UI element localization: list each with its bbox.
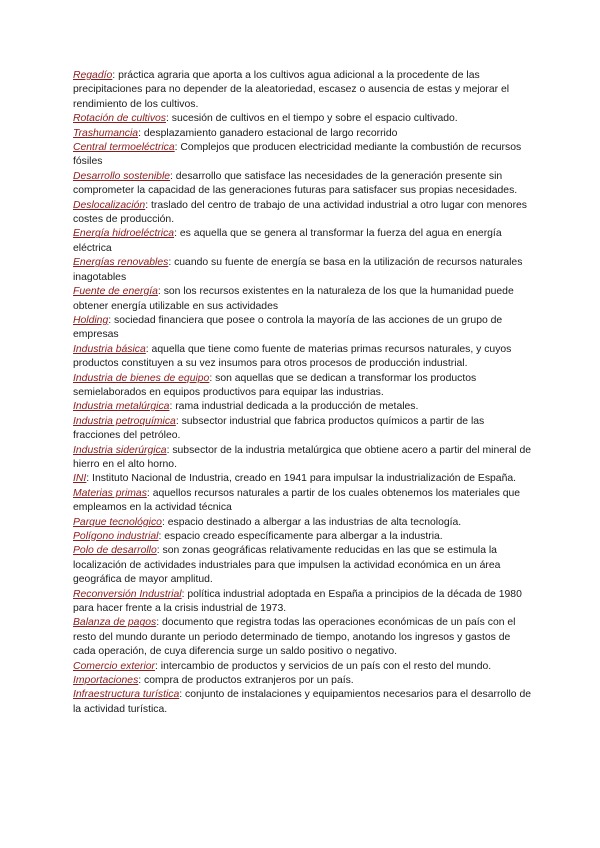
glossary-definition: : traslado del centro de trabajo de una actividad industrial a otro lugar con menores costes de producción.	[73, 199, 527, 226]
glossary-entry	[73, 674, 533, 688]
glossary-term: Rotación de cultivos	[73, 113, 166, 125]
glossary-term: Industria petroquímica	[73, 415, 176, 427]
glossary-definition: : cuando su fuente de energía se basa en la utilización de recursos naturales inagotables	[73, 257, 523, 283]
glossary-definition: : política industrial adoptada en España a principios de la década de 1980 para hacer frente a la crisis industrial de 1973.	[73, 588, 522, 615]
glossary-entry	[73, 588, 533, 617]
glossary-definition: : sociedad financiera que posee o controla la mayoría de las acciones de un grupo de empresas	[73, 314, 503, 341]
glossary-definition: : intercambio de productos y servicios de un país con el resto del mundo.	[155, 660, 492, 672]
glossary-term: Industria metalúrgica	[73, 401, 170, 413]
glossary-term: Materias primas	[73, 487, 147, 499]
glossary-term: INI	[73, 473, 87, 485]
glossary-entry	[73, 256, 533, 285]
glossary-definition: : subsector industrial que fabrica productos químicos a partir de las fracciones del petróleo.	[73, 415, 485, 442]
glossary-entry	[73, 112, 533, 126]
glossary-definition: : son zonas geográficas relativamente reducidas en las que se estimula la localización de actividades industriales para que impulsen la actividad económica en un área geográfica de mayor amplitud.	[73, 545, 501, 586]
glossary-entry	[73, 688, 533, 717]
glossary-entry	[73, 314, 533, 343]
glossary-term: Desarrollo sostenible	[73, 170, 171, 182]
glossary-term: Holding	[73, 314, 109, 326]
glossary-entry	[73, 444, 533, 473]
glossary-definition: : son aquellas que se dedican a transformar los productos semielaborados en equipos productivos para equipar las industrias.	[73, 372, 477, 398]
glossary-entry	[73, 530, 533, 544]
glossary-term: Trashumancia	[73, 127, 139, 139]
glossary-term: Energía hidroeléctrica	[73, 228, 175, 240]
glossary-term: Balanza de pagos	[73, 617, 157, 629]
glossary-definition: : espacio creado específicamente para albergar a la industria.	[158, 531, 443, 542]
glossary-definition: : Instituto Nacional de Industria, creado en 1941 para impulsar la industrialización de España.	[86, 473, 517, 485]
glossary-term: Importaciones	[73, 675, 139, 687]
glossary-entry	[73, 127, 533, 141]
glossary-term: Parque tecnológico	[73, 516, 162, 528]
glossary-term: Industria básica	[73, 343, 146, 355]
glossary-entry	[73, 415, 533, 444]
glossary-definition: : Complejos que producen electricidad mediante la combustión de recursos fósiles	[73, 142, 522, 168]
glossary-term: Central termoeléctrica	[73, 142, 175, 154]
glossary-term: Polo de desarrollo	[73, 545, 157, 557]
glossary-definition: : compra de productos extranjeros por un país.	[138, 675, 354, 687]
glossary-definition: : espacio destinado a albergar a las industrias de alta tecnología.	[161, 516, 462, 528]
glossary-entry	[73, 69, 533, 112]
glossary-term: Fuente de energía	[73, 286, 158, 298]
glossary-term: Comercio exterior	[73, 660, 155, 672]
glossary-entry	[73, 141, 533, 170]
glossary-entry	[73, 616, 533, 659]
glossary-definition: : sucesión de cultivos en el tiempo y sobre el espacio cultivado.	[166, 113, 458, 125]
glossary-entry	[73, 199, 533, 228]
glossary-entry	[73, 227, 533, 256]
glossary-definition: : práctica agraria que aporta a los cultivos agua adicional a la procedente de las precipitaciones para no depender de la aleatoriedad, escasez o ausencia de estas y mejorar el rendimiento de los cultivos.	[73, 70, 510, 110]
glossary-definition: : son los recursos existentes en la naturaleza de los que la humanidad puede obtener energía utilizable en sus actividades	[73, 286, 514, 312]
glossary-page	[73, 69, 533, 717]
glossary-term: Infraestructura turística	[73, 689, 180, 701]
glossary-definition: : conjunto de instalaciones y equipamientos necesarios para el desarrollo de la actividad turística.	[73, 689, 532, 715]
glossary-entry	[73, 660, 533, 674]
glossary-entry	[73, 400, 533, 414]
glossary-term: Industria siderúrgica	[73, 444, 167, 456]
glossary-term: Reconversión Industrial	[73, 588, 182, 600]
glossary-definition: : es aquella que se genera al transformar la fuerza del agua en energía eléctrica	[73, 228, 502, 254]
glossary-term: Regadío	[73, 70, 113, 81]
glossary-definition: : rama industrial dedicada a la producción de metales.	[169, 401, 419, 413]
glossary-definition: : documento que registra todas las operaciones económicas de un país con el resto del mundo durante un periodo determinado de tiempo, anotando los ingresos y gastos de cada operación, de cuya diferencia surge un saldo positivo o negativo.	[73, 617, 516, 658]
glossary-definition: : aquellos recursos naturales a partir de los cuales obtenemos los materiales que empleamos en la actividad técnica	[73, 487, 521, 514]
glossary-entry	[73, 343, 533, 372]
glossary-entry	[73, 372, 533, 401]
glossary-entry	[73, 170, 533, 199]
glossary-entry	[73, 516, 533, 530]
glossary-entry	[73, 544, 533, 587]
glossary-term: Energías renovables	[73, 257, 169, 269]
glossary-definition: : desarrollo que satisface las necesidades de la generación presente sin comprometer la capacidad de las generaciones futuras para satisfacer sus propias necesidades.	[73, 170, 518, 197]
glossary-entry	[73, 472, 533, 486]
glossary-term: Deslocalización	[73, 199, 146, 211]
glossary-term: Polígono industrial	[73, 531, 159, 542]
glossary-entry	[73, 487, 533, 516]
glossary-definition: : desplazamiento ganadero estacional de largo recorrido	[138, 127, 398, 139]
glossary-definition: : aquella que tiene como fuente de materias primas recursos naturales, y cuyos productos constituyen a su vez insumos para otros procesos de producción industrial.	[73, 343, 512, 370]
glossary-term: Industria de bienes de equipo	[73, 372, 210, 384]
glossary-entry	[73, 285, 533, 314]
glossary-definition: : subsector de la industria metalúrgica que obtiene acero a partir del mineral de hierro en el alto horno.	[73, 444, 532, 470]
